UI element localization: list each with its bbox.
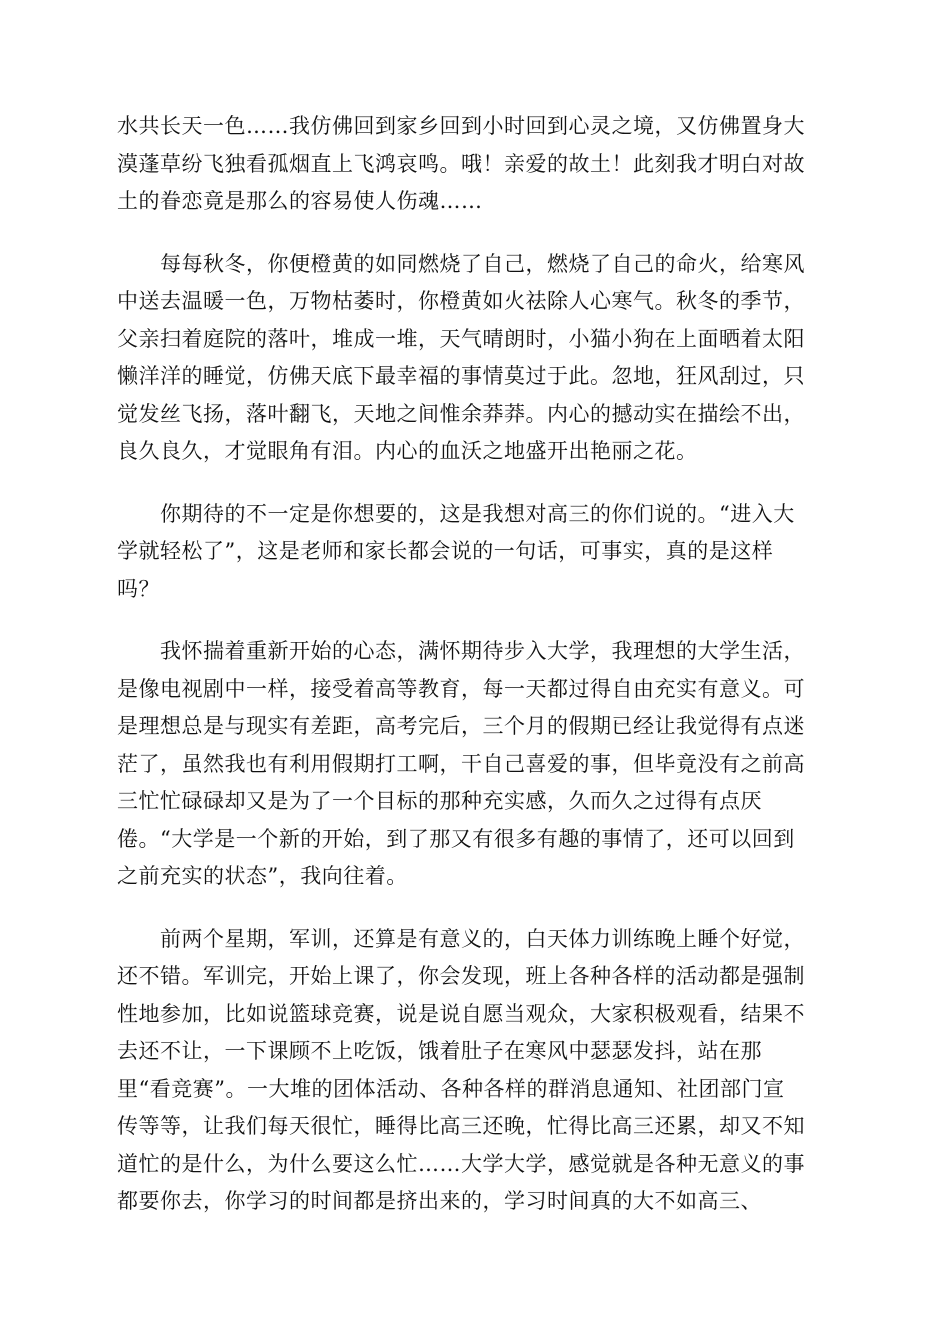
text-line: 水共长天一色……我仿佛回到家乡回到小时回到心灵之境，又仿佛置身大	[117, 114, 805, 138]
text-line: 茫了，虽然我也有利用假期打工啊，干自己喜爱的事，但毕竟没有之前高	[117, 751, 805, 776]
text-line: 学就轻松了”，这是老师和家长都会说的一句话，可事实，真的是这样	[117, 539, 774, 563]
text-line: 父亲扫着庭院的落叶，堆成一堆，天气晴朗时，小猫小狗在上面晒着太阳	[117, 326, 805, 351]
text-line: 去还不让，一下课顾不上吃饭，饿着肚子在寒风中瑟瑟发抖，站在那	[117, 1039, 762, 1063]
text-line: 性地参加，比如说篮球竞赛，说是说自愿当观众，大家积极观看，结果不	[117, 1001, 805, 1026]
text-line: 懒洋洋的睡觉，仿佛天底下最幸福的事情莫过于此。忽地，狂风刮过，只	[117, 364, 805, 388]
text-line: 道忙的是什么，为什么要这么忙……大学大学，感觉就是各种无意义的事	[117, 1151, 805, 1176]
text-line: 中送去温暖一色，万物枯萎时，你橙黄如火祛除人心寒气。秋冬的季节，	[117, 289, 805, 313]
text-line: 传等等，让我们每天很忙，睡得比高三还晚，忙得比高三还累，却又不知	[117, 1114, 805, 1138]
text-line: 良久良久，才觉眼角有泪。内心的血沃之地盛开出艳丽之花。	[117, 439, 698, 463]
paragraph-1	[117, 108, 837, 221]
text-line: 吗？	[117, 576, 160, 601]
text-line: 前两个星期，军训，还算是有意义的，白天体力训练晚上睡个好觉，	[117, 926, 805, 951]
paragraph-3	[117, 496, 837, 609]
text-line: 你期待的不一定是你想要的，这是我想对高三的你们说的。“进入大	[117, 501, 795, 526]
body-text	[117, 108, 837, 1246]
text-line: 每每秋冬，你便橙黄的如同燃烧了自己，燃烧了自己的命火，给寒风	[117, 251, 805, 276]
text-line: 三忙忙碌碌却又是为了一个目标的那种充实感，久而久之过得有点厌	[117, 789, 762, 813]
paragraph-5	[117, 921, 837, 1221]
text-line: 之前充实的状态”，我向往着。	[117, 864, 408, 888]
text-line: 我怀揣着重新开始的心态，满怀期待步入大学，我理想的大学生活，	[117, 639, 805, 663]
text-line: 里“看竞赛”。一大堆的团体活动、各种各样的群消息通知、社团部门宣	[117, 1076, 785, 1101]
text-line: 漠蓬草纷飞独看孤烟直上飞鸿哀鸣。哦！亲爱的故土！此刻我才明白对故	[117, 151, 805, 176]
text-line: 土的眷恋竟是那么的容易使人伤魂……	[117, 189, 483, 213]
text-line: 是理想总是与现实有差距，高考完后，三个月的假期已经让我觉得有点迷	[117, 714, 805, 738]
text-line: 还不错。军训完，开始上课了，你会发现，班上各种各样的活动都是强制	[117, 964, 805, 988]
text-line: 是像电视剧中一样，接受着高等教育，每一天都过得自由充实有意义。可	[117, 676, 805, 701]
text-line: 都要你去，你学习的时间都是挤出来的，学习时间真的大不如高三、	[117, 1189, 762, 1213]
text-line: 倦。“大学是一个新的开始，到了那又有很多有趣的事情了，还可以回到	[117, 826, 795, 851]
paragraph-4	[117, 633, 837, 896]
paragraph-2	[117, 246, 837, 471]
text-line: 觉发丝飞扬，落叶翻飞，天地之间惟余莽莽。内心的撼动实在描绘不出，	[117, 401, 805, 426]
